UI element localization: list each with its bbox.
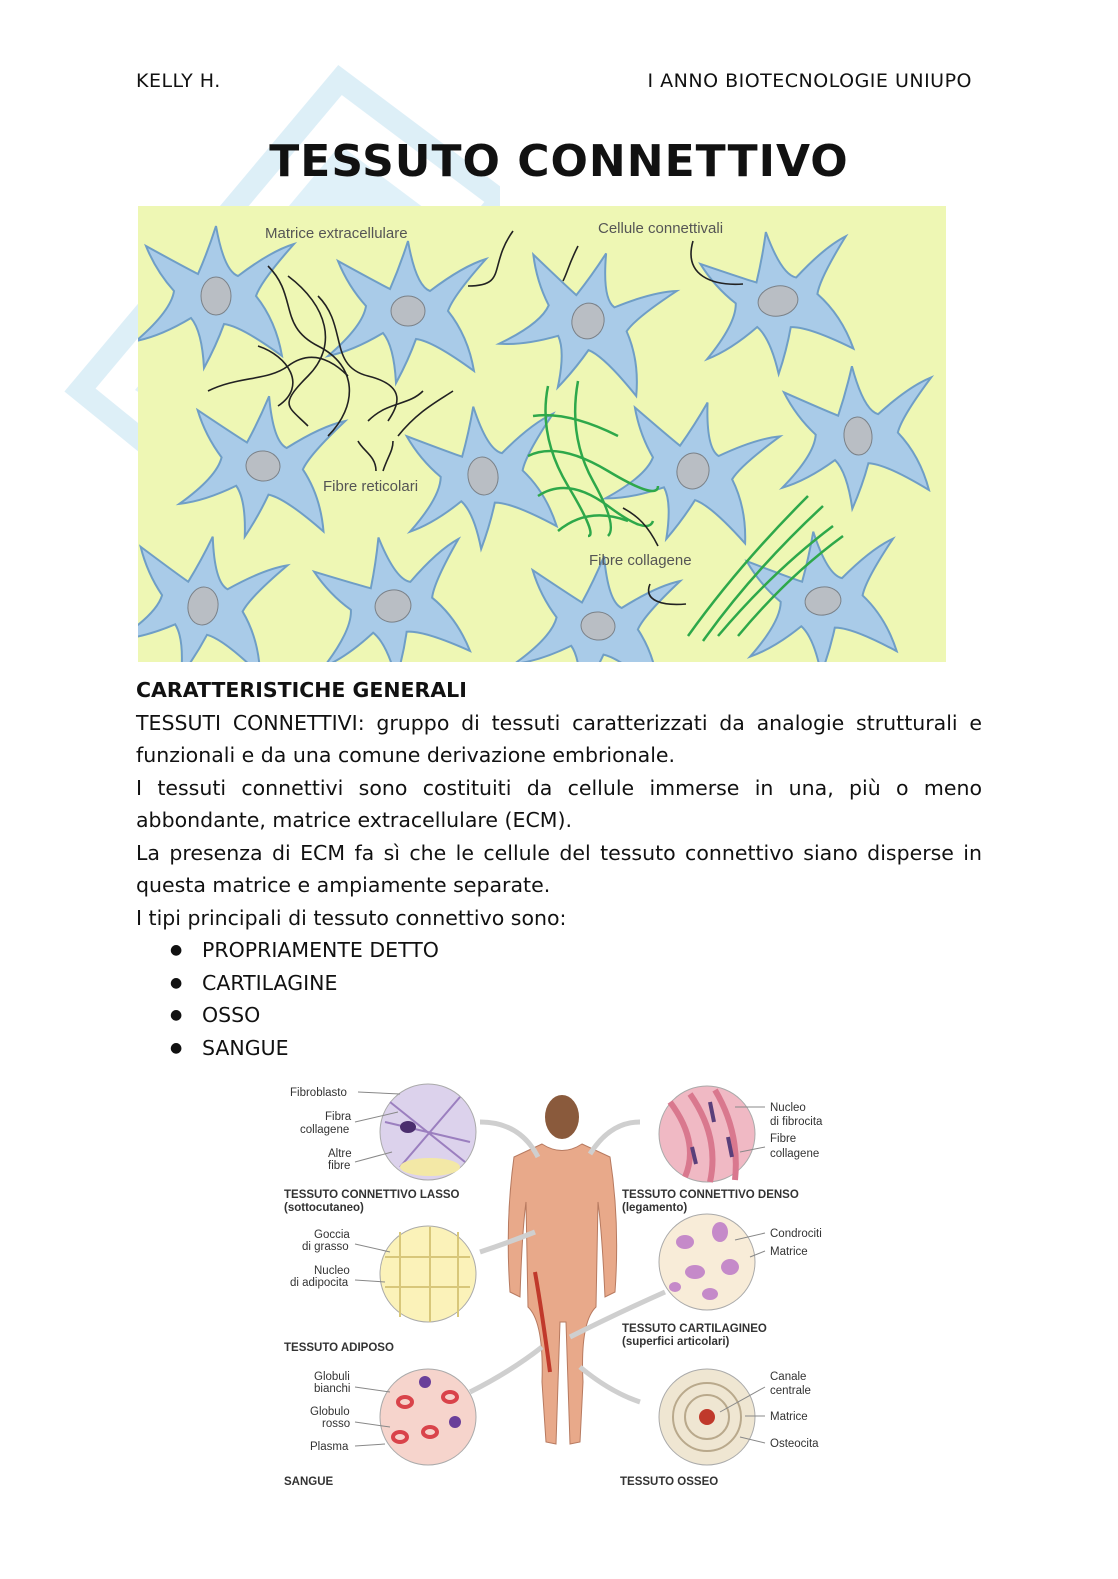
osseo-title: TESSUTO OSSEO <box>620 1476 719 1488</box>
osseo-circle <box>659 1369 755 1465</box>
sangue-circle <box>380 1369 476 1465</box>
label-globuli: Globuli <box>314 1371 350 1383</box>
list-item: ● SANGUE <box>202 1032 982 1065</box>
label-condrociti: Condrociti <box>770 1228 822 1240</box>
page-title: TESSUTO CONNETTIVO <box>269 136 849 187</box>
label-cells: Cellule connettivali <box>598 220 724 237</box>
label-fibre: fibre <box>328 1160 351 1172</box>
list-item: ● OSSO <box>202 999 982 1032</box>
paragraph-ecm: La presenza di ECM fa sì che le cellule del tessuto connettivo siano disperse in questa matrice e ampiamente separate. <box>136 840 982 897</box>
human-body <box>508 1095 616 1444</box>
label-goccia: Goccia <box>314 1229 350 1241</box>
connective-tissue-illustration <box>138 206 946 662</box>
lasso-sub: (sottocutaneo) <box>284 1202 364 1214</box>
paragraph-types-intro: I tipi principali di tessuto connettivo sono: <box>136 905 567 930</box>
label-fibra: Fibra <box>325 1111 352 1123</box>
label-fibre-denso: Fibre <box>770 1133 797 1145</box>
label-nucleo-fibrocita: Nucleo <box>770 1102 806 1114</box>
label-centrale: centrale <box>770 1385 811 1397</box>
lasso-circle <box>380 1084 476 1180</box>
label-di-fibrocita: di fibrocita <box>770 1116 823 1128</box>
denso-circle <box>659 1086 755 1182</box>
section-heading: CARATTERISTICHE GENERALI <box>136 678 467 702</box>
label-collagene-denso: collagene <box>770 1148 820 1160</box>
label-matrice-osso: Matrice <box>770 1411 808 1423</box>
label-matrice-cartilagine: Matrice <box>770 1246 808 1258</box>
label-reticular: Fibre reticolari <box>323 478 419 495</box>
label-matrix: Matrice extracellulare <box>265 225 408 242</box>
label-fibroblasto: Fibroblasto <box>290 1087 347 1099</box>
label-bianchi: bianchi <box>314 1383 351 1395</box>
header-course: I ANNO BIOTECNOLOGIE UNIUPO <box>647 70 972 92</box>
connective-tissue-types-figure <box>280 1082 840 1502</box>
tissue-types-list <box>136 934 982 1064</box>
label-globulo: Globulo <box>310 1406 350 1418</box>
label-collagen: Fibre collagene <box>589 552 692 569</box>
label-di-grasso: di grasso <box>302 1241 349 1253</box>
list-item: ● PROPRIAMENTE DETTO <box>202 934 982 967</box>
sangue-title: SANGUE <box>284 1476 334 1488</box>
lasso-title: TESSUTO CONNETTIVO LASSO <box>284 1189 460 1201</box>
label-di-adipocita: di adipocita <box>290 1277 349 1289</box>
label-rosso: rosso <box>322 1418 351 1430</box>
label-nucleo-adipocita: Nucleo <box>314 1265 350 1277</box>
paragraph-definition: TESSUTI CONNETTIVI: gruppo di tessuti caratterizzati da analogie strutturali e funzionali e da una comune derivazione embrionale. <box>136 710 982 767</box>
header-author: KELLY H. <box>136 70 221 92</box>
cartilagineo-sub: (superfici articolari) <box>622 1336 730 1348</box>
denso-title: TESSUTO CONNETTIVO DENSO <box>622 1189 799 1201</box>
label-osteocita: Osteocita <box>770 1438 819 1450</box>
paragraph-composition: I tessuti connettivi sono costituiti da cellule immerse in una, più o meno abbondante, matrice extracellulare (ECM). <box>136 775 982 832</box>
label-plasma: Plasma <box>310 1441 349 1453</box>
cartilagineo-title: TESSUTO CARTILAGINEO <box>622 1323 767 1335</box>
adiposo-title: TESSUTO ADIPOSO <box>284 1342 394 1354</box>
label-collagene: collagene <box>300 1124 350 1136</box>
label-altre: Altre <box>328 1148 352 1160</box>
list-item: ● CARTILAGINE <box>202 967 982 1000</box>
general-characteristics-section <box>136 674 982 1064</box>
label-canale: Canale <box>770 1371 807 1383</box>
adiposo-circle <box>380 1226 476 1322</box>
cartilagineo-circle <box>659 1214 755 1310</box>
denso-sub: (legamento) <box>622 1202 688 1214</box>
